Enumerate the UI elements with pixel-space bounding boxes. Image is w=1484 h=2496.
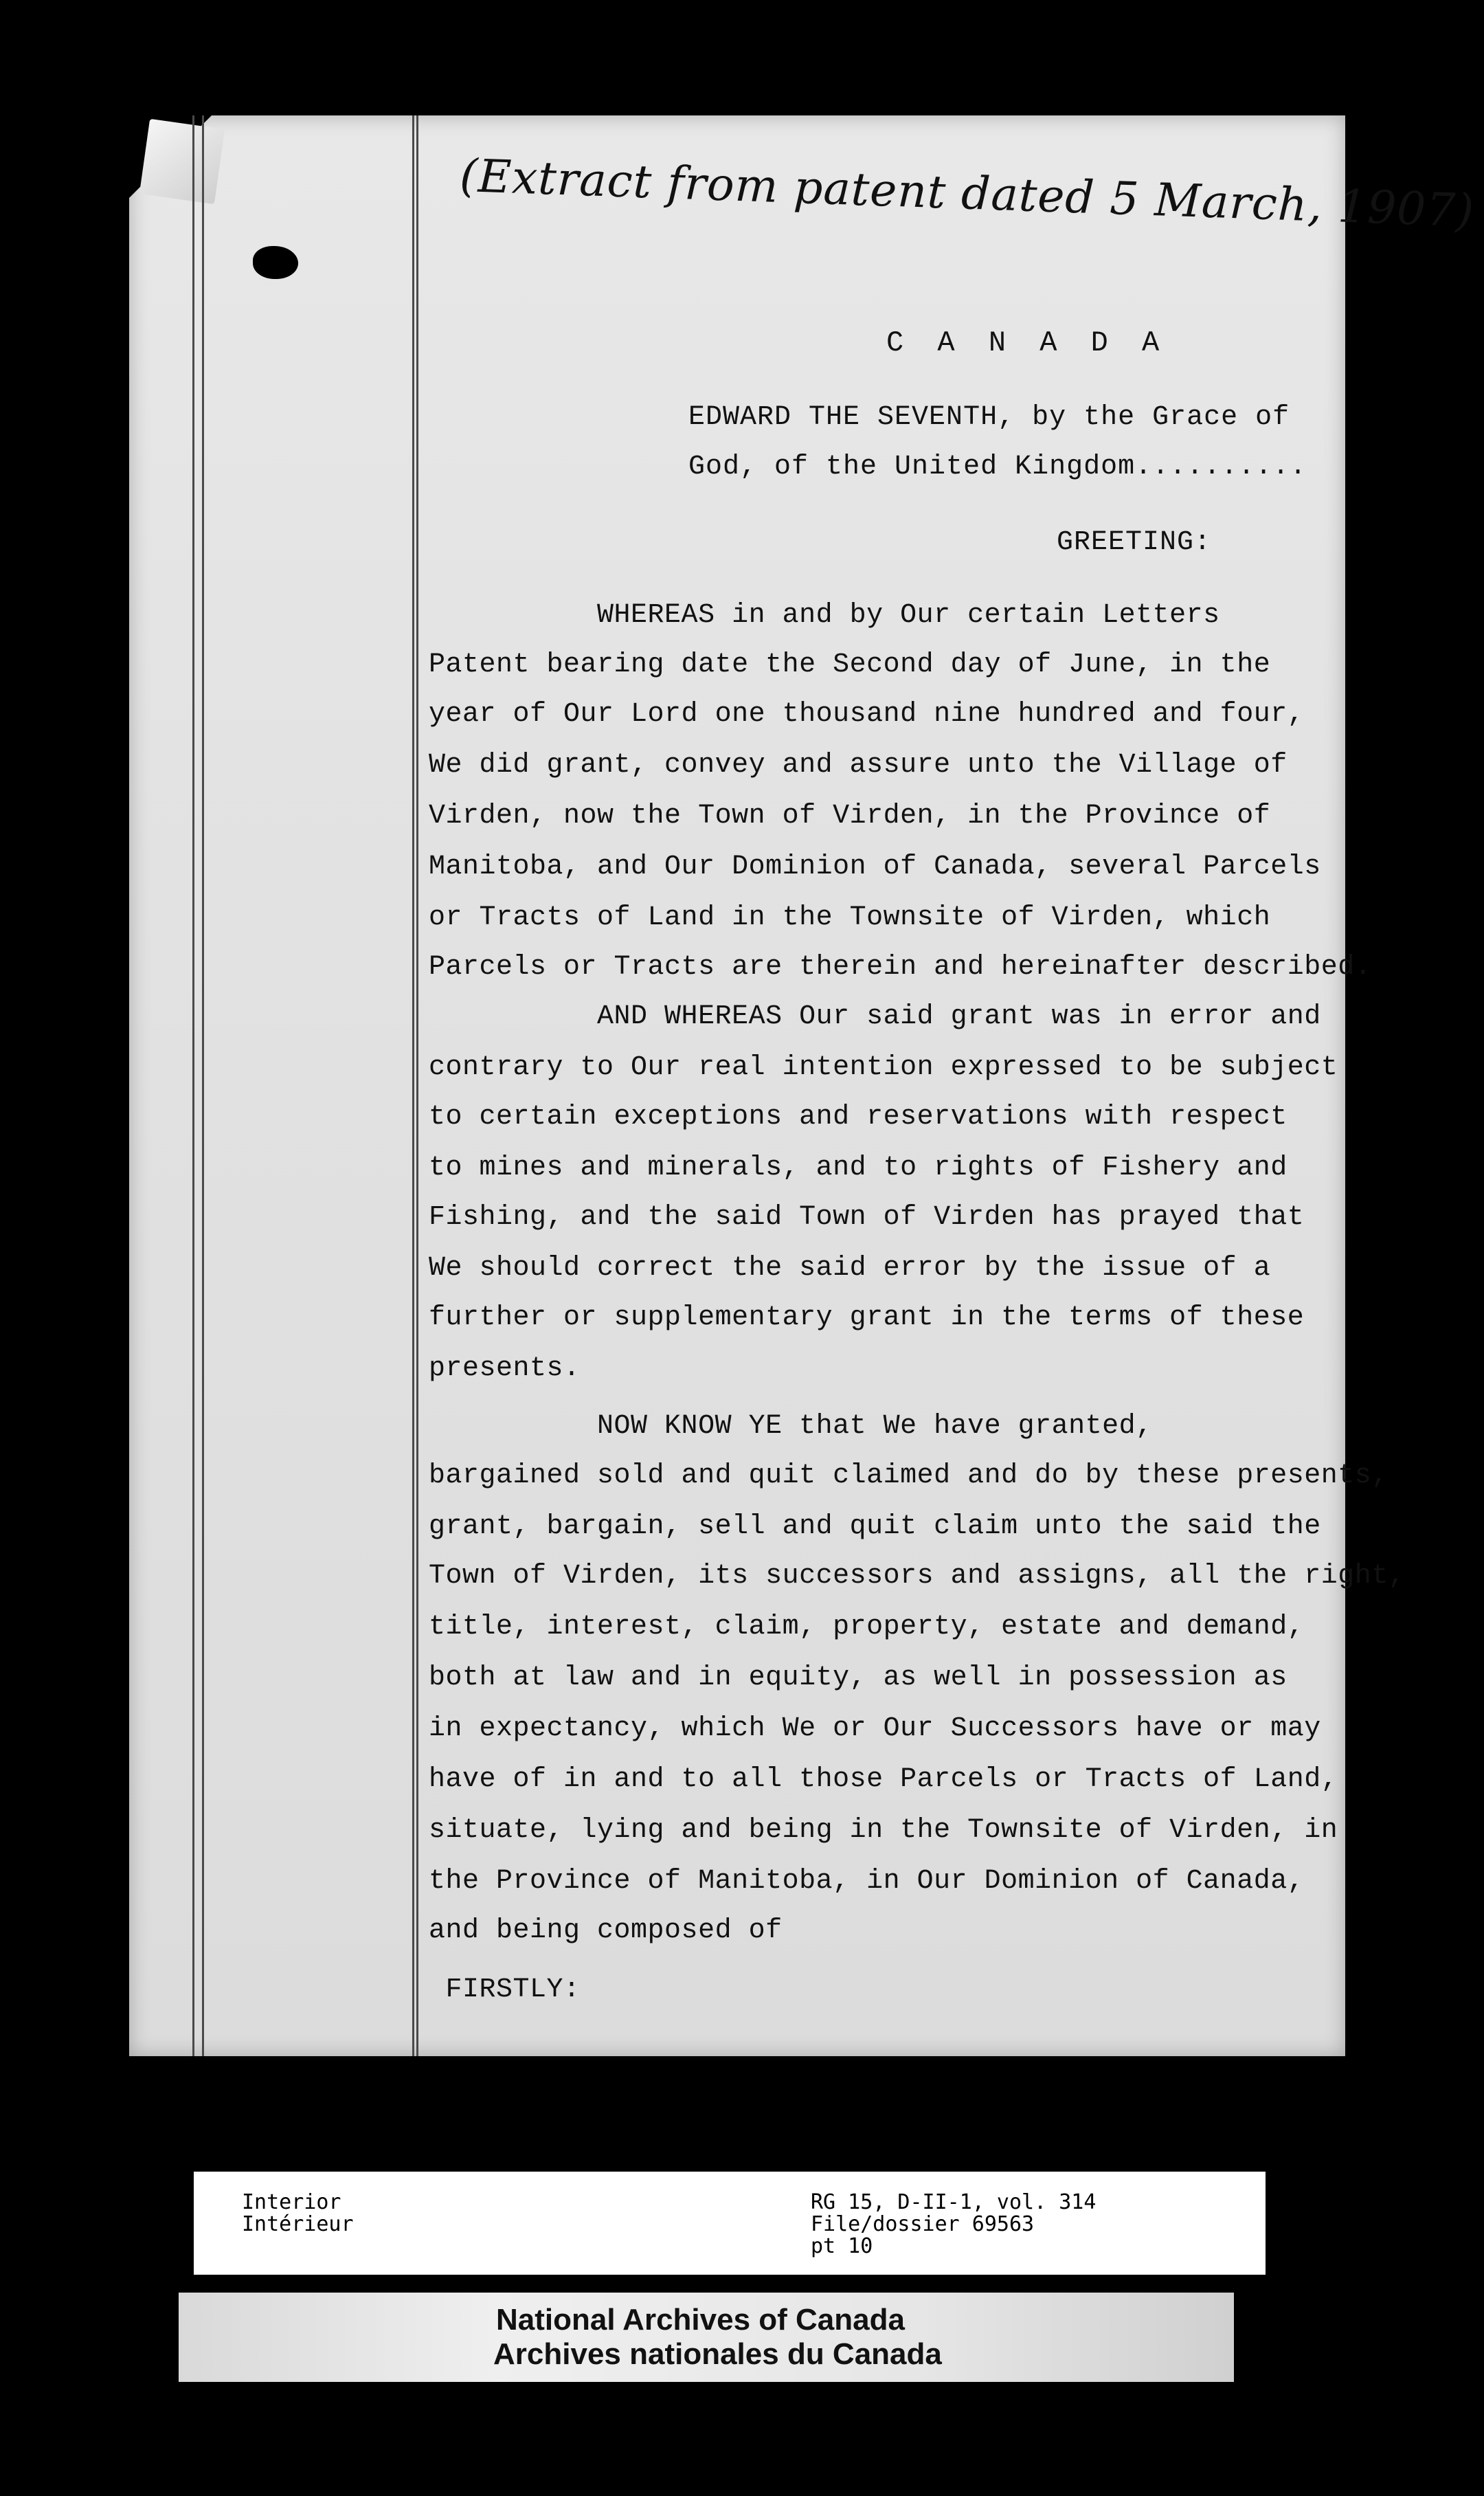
body-line: We should correct the said error by the issue of a [429, 1253, 1271, 1284]
reference-line-1: RG 15, D-II-1, vol. 314 [811, 2190, 1097, 2214]
archive-name-en: National Archives of Canada [496, 2303, 905, 2337]
body-line: have of in and to all those Parcels or Tracts of Land, [429, 1764, 1338, 1795]
body-line: grant, bargain, sell and quit claim unto the said the [429, 1511, 1321, 1542]
corner-flap [139, 119, 225, 204]
body-line: Parcels or Tracts are therein and hereinafter described. [429, 952, 1372, 983]
body-line: both at law and in equity, as well in possession as [429, 1662, 1288, 1693]
margin-rule [416, 115, 418, 2056]
archive-stamp [179, 2293, 1234, 2382]
margin-rule [412, 115, 414, 2056]
body-line: title, interest, claim, property, estate and demand, [429, 1612, 1305, 1642]
body-line: the Province of Manitoba, in Our Dominion of Canada, [429, 1866, 1305, 1897]
document-heading: C A N A D A [886, 326, 1168, 359]
body-line: bargained sold and quit claimed and do by these presents, [429, 1460, 1389, 1491]
body-line: in expectancy, which We or Our Successors have or may [429, 1713, 1321, 1744]
address-line-1: EDWARD THE SEVENTH, by the Grace of [688, 402, 1290, 433]
department-en: Interior [242, 2190, 341, 2214]
body-line: We did grant, convey and assure unto the Village of [429, 750, 1288, 781]
body-line: FIRSTLY: [429, 1974, 581, 2005]
body-line: WHEREAS in and by Our certain Letters [429, 600, 1220, 631]
reference-line-2: File/dossier 69563 [811, 2212, 1035, 2236]
body-line: Virden, now the Town of Virden, in the Province of [429, 801, 1271, 832]
body-line: Fishing, and the said Town of Virden has prayed that [429, 1202, 1305, 1233]
body-line: presents. [429, 1353, 581, 1384]
body-line: to certain exceptions and reservations with respect [429, 1102, 1288, 1133]
body-line: Manitoba, and Our Dominion of Canada, several Parcels [429, 851, 1321, 882]
body-line: year of Our Lord one thousand nine hundred and four, [429, 699, 1305, 730]
reference-line-3: pt 10 [811, 2234, 873, 2258]
archive-name-fr: Archives nationales du Canada [493, 2337, 942, 2371]
address-line-2: God, of the United Kingdom.......... [688, 452, 1307, 482]
greeting: GREETING: [1057, 527, 1212, 558]
body-line: AND WHEREAS Our said grant was in error and [429, 1001, 1321, 1032]
department-fr: Intérieur [242, 2212, 354, 2236]
body-line: and being composed of [429, 1915, 783, 1946]
body-line: Patent bearing date the Second day of June, in the [429, 649, 1271, 680]
body-line: further or supplementary grant in the terms of these [429, 1302, 1305, 1333]
body-line: or Tracts of Land in the Townsite of Virden, which [429, 902, 1271, 933]
body-line: NOW KNOW YE that We have granted, [429, 1411, 1153, 1442]
body-line: contrary to Our real intention expressed to be subject [429, 1052, 1338, 1083]
reference-label [194, 2172, 1266, 2275]
body-line: Town of Virden, its successors and assigns, all the right, [429, 1561, 1406, 1592]
handwritten-note: (Extract from patent dated 5 March, 1907) [458, 148, 1476, 238]
body-line: to mines and minerals, and to rights of Fishery and [429, 1152, 1288, 1183]
margin-rule [192, 115, 194, 2056]
margin-rule [202, 115, 204, 2056]
punch-hole [253, 246, 298, 279]
body-line: situate, lying and being in the Townsite of Virden, in [429, 1815, 1338, 1846]
